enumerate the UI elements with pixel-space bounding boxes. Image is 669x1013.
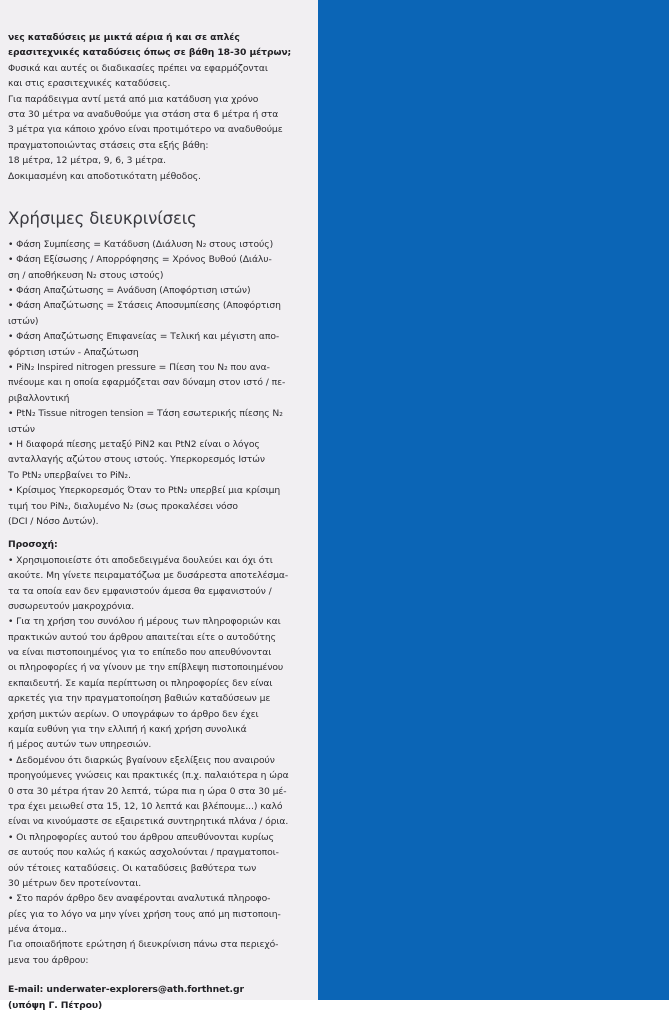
caution-section	[8, 537, 308, 968]
intro-line: Δοκιμασμένη και αποδοτικότατη μέθοδος.	[8, 170, 201, 182]
caution-line: οι πληροφορίες ή να γίνουν με την επίβλεψη πιστοποιημένου	[8, 662, 284, 674]
clarification-line: φόρτιση ιστών - Απαζώτωση	[8, 346, 139, 358]
caution-line: • Δεδομένου ότι διαρκώς βγαίνουν εξελίξεις που αναιρούν	[8, 754, 275, 766]
clarification-line: ριβαλλοντική	[8, 392, 70, 404]
caution-line: μένα άτομα..	[8, 924, 67, 936]
caution-line: ακούτε. Μη γίνετε πειραματόζωα με δυσάρεστα αποτελέσμα-	[8, 570, 289, 582]
caution-line: καμία ευθύνη για την ελλιπή ή κακή χρήση συνολικά	[8, 724, 247, 736]
clarification-line: • Η διαφορά πίεσης μεταξύ PiN2 και PtN2 είναι ο λόγος	[8, 438, 260, 450]
clarification-line: • Κρίσιμος Υπερκορεσμός Όταν το PtN₂ υπερβεί μια κρίσιμη	[8, 485, 281, 497]
contact-section	[8, 982, 308, 1013]
caution-line: • Χρησιμοποιείστε ότι αποδεδειγμένα δουλεύει και όχι ότι	[8, 554, 273, 566]
clarification-line: ιστών)	[8, 315, 39, 327]
caution-line: Για οποιαδήποτε ερώτηση ή διευκρίνιση πάνω στα περιεχό-	[8, 939, 279, 951]
clarification-line: • PiN₂ Inspired nitrogen pressure = Πίεση του N₂ που ανα-	[8, 362, 270, 374]
caution-line: σε αυτούς που καλώς ή κακώς ασχολούνται / πραγματοποι-	[8, 847, 279, 859]
caution-line: ή μέρος αυτών των υπηρεσιών.	[8, 739, 152, 751]
clarification-line: • Φάση Απαζώτωσης = Ανάδυση (Αποφόρτιση ιστών)	[8, 285, 251, 297]
clarification-line: • Φάση Εξίσωσης / Απορρόφησης = Χρόνος Βυθού (Διάλυ-	[8, 254, 272, 266]
spacer	[8, 968, 308, 982]
caution-line: εκπαιδευτή. Σε καμία περίπτωση οι πληροφορίες δεν είναι	[8, 677, 273, 689]
intro-section	[8, 30, 308, 184]
intro-line: Φυσικά και αυτές οι διαδικασίες πρέπει να εφαρμόζονται	[8, 62, 268, 74]
clarification-line: • Φάση Απαζώτωσης = Στάσεις Αποσυμπίεσης (Αποφόρτιση	[8, 300, 281, 312]
caution-line: τρα έχει μειωθεί στα 15, 12, 10 λεπτά και βλέπουμε...) καλό	[8, 800, 283, 812]
clarification-line: • PtN₂ Tissue nitrogen tension = Τάση εσωτερικής πίεσης N₂	[8, 408, 283, 420]
blue-side-panel	[318, 0, 669, 1000]
caution-line: πρακτικών αυτού του άρθρου απαιτείται είτε ο αυτοδύτης	[8, 631, 276, 643]
clarification-line: ση / αποθήκευση N₂ στους ιστούς)	[8, 269, 164, 281]
clarification-line: (DCI / Νόσο Δυτών).	[8, 515, 99, 527]
contact-attention: (υπόψη Γ. Πέτρου)	[8, 999, 103, 1011]
clarification-line: Το PtN₂ υπερβαίνει το PiN₂.	[8, 469, 131, 481]
text-column	[0, 0, 318, 1011]
caution-line: • Στο παρόν άρθρο δεν αναφέρονται αναλυτικά πληροφο-	[8, 893, 271, 905]
clarification-line: ιστών	[8, 423, 35, 435]
caution-line: ρίες για το λόγο να μην γίνει χρήση τους από μη πιστοποιη-	[8, 908, 281, 920]
intro-line: και στις ερασιτεχνικές καταδύσεις.	[8, 78, 171, 90]
intro-line: πραγματοποιώντας στάσεις στα εξής βάθη:	[8, 139, 209, 151]
intro-line: 3 μέτρα για κάποιο χρόνο είναι προτιμότερο να αναδυθούμε	[8, 124, 283, 136]
caution-line: ούν τέτοιες καταδύσεις. Οι καταδύσεις βαθύτερα των	[8, 862, 257, 874]
intro-line: νες καταδύσεις με μικτά αέρια ή και σε απλές	[8, 32, 240, 43]
caution-line: αρκετές για την πραγματοποίηση βαθιών καταδύσεων με	[8, 693, 271, 705]
caution-line: είναι να κινούμαστε σε εξαιρετικά συντηρητικά πλάνα / όρια.	[8, 816, 289, 828]
intro-line: ερασιτεχνικές καταδύσεις όπως σε βάθη 18-30 μέτρων;	[8, 47, 292, 59]
caution-title: Προσοχή:	[8, 539, 58, 551]
caution-line: να είναι πιστοποιημένος για το επίπεδο που απευθύνονται	[8, 647, 272, 659]
clarification-line: • Φάση Απαζώτωσης Επιφανείας = Τελική και μέγιστη απο-	[8, 331, 280, 343]
clarifications-list	[8, 237, 308, 529]
clarifications-heading: Χρήσιμες διευκρινίσεις	[8, 208, 197, 228]
intro-line: Για παράδειγμα αντί μετά από μια κατάδυση για χρόνο	[8, 93, 259, 105]
caution-line: • Οι πληροφορίες αυτού του άρθρου απευθύνονται κυρίως	[8, 831, 274, 843]
caution-line: χρήση μικτών αερίων. Ο υπογράφων το άρθρο δεν έχει	[8, 708, 259, 720]
caution-line: προηγούμενες γνώσεις και πρακτικές (π.χ. παλαιότερα η ώρα	[8, 770, 289, 782]
caution-line: 30 μέτρων δεν προτείνονται.	[8, 877, 142, 889]
article-body	[8, 30, 308, 1013]
clarification-line: τιμή του PiN₂, διαλυμένο N₂ (σως προκαλέσει νόσο	[8, 500, 238, 512]
intro-line: στα 30 μέτρα να αναδυθούμε για στάση στα 6 μέτρα ή στα	[8, 108, 279, 120]
caution-line: • Για τη χρήση του συνόλου ή μέρους των πληροφοριών και	[8, 616, 281, 628]
caution-line: μενα του άρθρου:	[8, 954, 89, 966]
caution-line: συσωρευτούν μακροχρόνια.	[8, 600, 135, 612]
contact-email[interactable]: E-mail: underwater-explorers@ath.forthnet.gr	[8, 984, 244, 996]
clarification-line: • Φάση Συμπίεσης = Κατάδυση (Διάλυση N₂ στους ιστούς)	[8, 238, 274, 250]
spacer	[8, 529, 308, 537]
caution-line: 0 στα 30 μέτρα ήταν 20 λεπτά, τώρα πια η ώρα 0 στα 30 μέ-	[8, 785, 287, 797]
caution-line: τα τα οποία εαν δεν εμφανιστούν άμεσα θα εμφανιστούν /	[8, 585, 272, 597]
clarification-line: πνέουμε και η οποία εφαρμόζεται σαν δύναμη στον ιστό / πε-	[8, 377, 286, 389]
clarification-line: ανταλλαγής αζώτου στους ιστούς. Υπερκορεσμός Ιστών	[8, 454, 265, 466]
intro-line: 18 μέτρα, 12 μέτρα, 9, 6, 3 μέτρα.	[8, 155, 166, 167]
